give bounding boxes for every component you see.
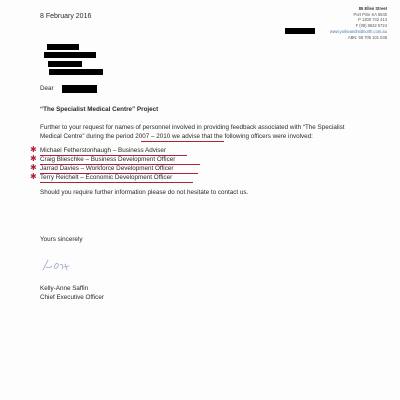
redaction-block-3 xyxy=(48,61,82,67)
address-city: Port Pirie SA 5540 xyxy=(353,11,387,17)
redaction-block-1 xyxy=(47,44,79,50)
redaction-block-2 xyxy=(44,52,96,58)
annotation-star-icon: ✱ xyxy=(30,154,37,163)
body-para1-line1: Further to your request for names of personnel involved in providing feedback associated with “The Specialist xyxy=(40,124,345,131)
address-abn: ABN: 68 705 101 048 xyxy=(347,34,387,40)
subject-line: “The Specialist Medical Centre” Project xyxy=(40,106,159,113)
letter-date: 8 February 2016 xyxy=(40,13,92,20)
signer-title: Chief Executive Officer xyxy=(40,294,104,301)
signoff: Yours sincerely xyxy=(40,236,83,243)
redaction-block-4 xyxy=(49,69,103,75)
address-street: 85 Ellen Street xyxy=(358,6,387,11)
address-phone: P 1300 742 414 xyxy=(358,17,387,23)
sender-address-block xyxy=(330,6,387,40)
address-website: www.yorkeandmidnorth.com.au xyxy=(329,28,387,34)
handwritten-signature xyxy=(40,256,72,276)
redaction-block-top-right xyxy=(285,28,315,34)
officer-item: Craig Blieschke – Business Development Officer xyxy=(40,156,176,163)
officer-item: Terry Reichelt – Economic Development Officer xyxy=(40,174,173,181)
redaction-recipient-name xyxy=(62,85,97,93)
closing-paragraph: Should you require further information please do not hesitate to contact us. xyxy=(40,189,249,196)
annotation-star-icon: ✱ xyxy=(30,172,37,181)
period-underline xyxy=(141,141,224,142)
address-fax: F (08) 8632 5724 xyxy=(355,23,387,29)
officer-item: Jarrad Davies – Workforce Development Officer xyxy=(40,165,174,172)
officer-underline xyxy=(40,182,193,183)
salutation: Dear xyxy=(40,85,54,92)
body-para1-line2: Medical Centre” during the period 2007 – 2010 we advise that the following officers were involved: xyxy=(40,133,313,140)
signer-name: Kelly-Anne Saffin xyxy=(40,285,89,292)
annotation-star-icon: ✱ xyxy=(30,163,37,172)
annotation-star-icon: ✱ xyxy=(30,145,37,154)
officer-item: Michael Fetherstonhaugh – Business Adviser xyxy=(40,147,167,154)
